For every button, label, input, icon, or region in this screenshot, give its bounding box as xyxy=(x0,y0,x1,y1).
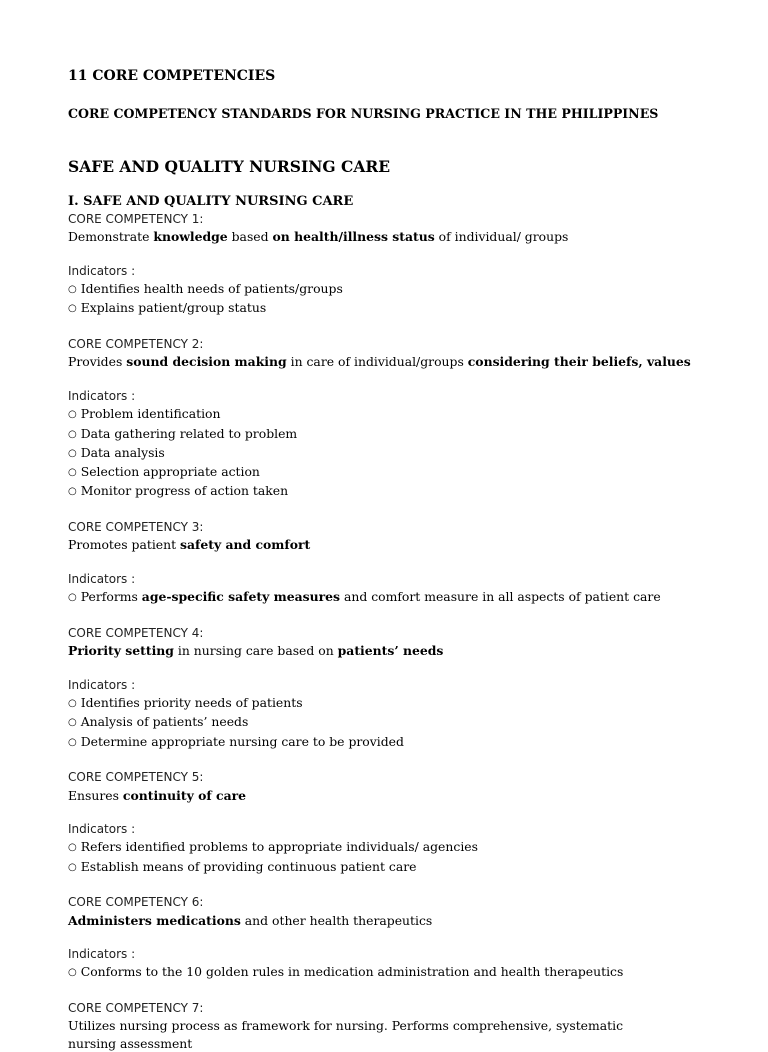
competency-6-label: CORE COMPETENCY 6: xyxy=(68,895,204,910)
competency-4-label: CORE COMPETENCY 4: xyxy=(68,625,204,640)
indicator-item: ○ Conforms to the 10 golden rules in medication administration and health therapeutics xyxy=(68,963,708,982)
indicator-item: ○ Monitor progress of action taken xyxy=(68,482,708,501)
competency-7-description: Utilizes nursing process as framework for nursing. Performs comprehensive, systematic nursing assessment xyxy=(68,1018,624,1051)
competency-1-description: Demonstrate knowledge based on health/illness status of individual/ groups xyxy=(68,229,569,245)
competency-list xyxy=(68,211,708,1052)
indicator-item: ○ Analysis of patients’ needs xyxy=(68,713,708,732)
document-subtitle: CORE COMPETENCY STANDARDS FOR NURSING PRACTICE IN THE PHILIPPINES xyxy=(68,106,659,121)
indicator-item: ○ Determine appropriate nursing care to be provided xyxy=(68,733,708,752)
section-title: SAFE AND QUALITY NURSING CARE xyxy=(68,157,391,176)
competency-7-label: CORE COMPETENCY 7: xyxy=(68,1001,204,1016)
competency-2-label: CORE COMPETENCY 2: xyxy=(68,337,204,352)
indicators-label: Indicators : xyxy=(68,388,136,403)
competency-4-description: Priority setting in nursing care based on patients’ needs xyxy=(68,643,444,659)
indicators-label: Indicators : xyxy=(68,263,136,278)
competency-3-label: CORE COMPETENCY 3: xyxy=(68,520,204,535)
competency-2-description: Provides sound decision making in care of individual/groups considering their beliefs, values xyxy=(68,354,691,370)
subsection-title: I. SAFE AND QUALITY NURSING CARE xyxy=(68,194,354,209)
document-title: 11 CORE COMPETENCIES xyxy=(68,68,276,84)
competency-5-description: Ensures continuity of care xyxy=(68,787,247,803)
indicator-item: ○ Selection appropriate action xyxy=(68,463,708,482)
indicators-label: Indicators : xyxy=(68,822,136,837)
indicators-label: Indicators : xyxy=(68,947,136,962)
indicator-item: ○ Data gathering related to problem xyxy=(68,425,708,444)
indicators-label: Indicators : xyxy=(68,677,136,692)
competency-5-label: CORE COMPETENCY 5: xyxy=(68,770,204,785)
competency-6-description: Administers medications and other health therapeutics xyxy=(68,912,433,928)
indicators-label: Indicators : xyxy=(68,571,136,586)
indicator-item: ○ Explains patient/group status xyxy=(68,299,708,318)
competency-3-description: Promotes patient safety and comfort xyxy=(68,537,311,553)
indicator-item: ○ Establish means of providing continuous patient care xyxy=(68,858,708,877)
indicator-item: ○ Data analysis xyxy=(68,444,708,463)
indicator-item: ○ Problem identification xyxy=(68,405,708,424)
indicator-item: ○ Refers identified problems to appropriate individuals/ agencies xyxy=(68,838,708,857)
indicator-item: ○ Identifies health needs of patients/groups xyxy=(68,280,708,299)
indicator-item: ○ Identifies priority needs of patients xyxy=(68,694,708,713)
competency-1-label: CORE COMPETENCY 1: xyxy=(68,212,204,226)
indicator-item: ○ Performs age-specific safety measures and comfort measure in all aspects of patient care xyxy=(68,588,708,607)
